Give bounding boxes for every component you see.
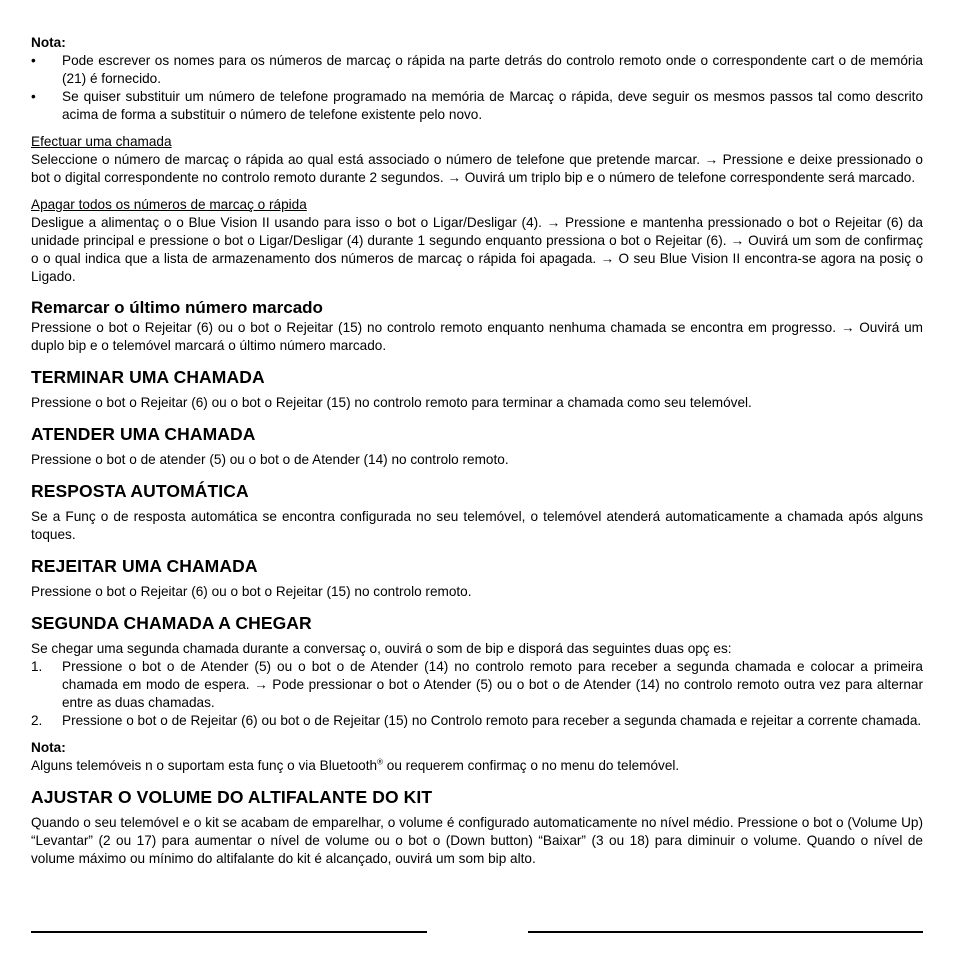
step-number: 2. [31, 713, 43, 728]
paragraph-terminar-chamada: Pressione o bot o Rejeitar (6) ou o bot o Rejeitar (15) no controlo remoto para terminar a chamada como seu telemóvel. [31, 395, 752, 410]
step-item [31, 712, 923, 730]
footer-rule-right [528, 931, 923, 933]
paragraph-ajustar-volume: Quando o seu telemóvel e o kit se acabam de emparelhar, o volume é configurado automaticamente no nível médio. Pressione o bot o (Volume Up) “Levantar” (2 ou 17) para aumentar o nível de volume ou o bot o (Down button) “Baixar” (3 ou 18) para diminuir o volume. Quando o nível de volume máximo ou mínimo do altifalante do kit é alcançado, ouvirá um som bip alto. [31, 815, 923, 866]
segunda-chamada-steps [31, 658, 923, 730]
paragraph-segunda-chamada-intro: Se chegar uma segunda chamada durante a conversaç o, ouvirá o som de bip e disporá das seguintes duas opç es: [31, 641, 732, 656]
note-bullet-text: Se quiser substituir um número de telefone programado na memória de Marcaç o rápida, deve seguir os mesmos passos tal como descrito acima de forma a substituir o número de telefone existente pelo novo. [62, 89, 923, 122]
step-text: Pressione o bot o de Rejeitar (6) ou bot o de Rejeitar (15) no Controlo remoto para receber a segunda chamada e rejeitar a corrente chamada. [62, 713, 922, 728]
heading-segunda-chamada: SEGUNDA CHAMADA A CHEGAR [31, 613, 312, 633]
heading-ajustar-volume: AJUSTAR O VOLUME DO ALTIFALANTE DO KIT [31, 787, 433, 807]
paragraph-remarcar: Pressione o bot o Rejeitar (6) ou o bot o Rejeitar (15) no controlo remoto enquanto nenhuma chamada se encontra em progresso. → Ouvirá um duplo bip e o telemóvel marcará o último número marcado. [31, 320, 923, 353]
bullet-mark: • [31, 89, 36, 104]
note-bullet-list [31, 52, 923, 124]
paragraph-efectuar-chamada: Seleccione o número de marcaç o rápida ao qual está associado o número de telefone que pretende marcar. → Pressione e deixe pressionado o bot o digital correspondente no controlo remoto durante 2 segundos. → Ouvirá um triplo bip e o número de telefone correspondente será marcado. [31, 152, 923, 185]
bullet-mark: • [31, 53, 36, 68]
note-bullet-text: Pode escrever os nomes para os números de marcaç o rápida na parte detrás do controlo remoto onde o correspondente cart o de memória (21) é fornecido. [62, 53, 923, 86]
footer-rule-left [31, 931, 427, 933]
step-item [31, 658, 923, 712]
nota-text-after: ou requerem confirmaç o no menu do telemóvel. [383, 758, 680, 773]
paragraph-nota-bluetooth [31, 757, 923, 775]
subheading-apagar-numeros: Apagar todos os números de marcaç o rápida [31, 197, 307, 212]
note-bullet-item [31, 52, 923, 88]
step-number: 1. [31, 659, 43, 674]
paragraph-rejeitar-chamada: Pressione o bot o Rejeitar (6) ou o bot o Rejeitar (15) no controlo remoto. [31, 584, 472, 599]
nota-text-before: Alguns telemóveis n o suportam esta funç o via Bluetooth [31, 758, 378, 773]
subheading-efectuar-chamada: Efectuar uma chamada [31, 134, 172, 149]
heading-rejeitar-chamada: REJEITAR UMA CHAMADA [31, 556, 258, 576]
paragraph-atender-chamada: Pressione o bot o de atender (5) ou o bot o de Atender (14) no controlo remoto. [31, 452, 509, 467]
document-page [31, 34, 923, 868]
paragraph-apagar-numeros: Desligue a alimentaç o o Blue Vision II usando para isso o bot o Ligar/Desligar (4). → Pressione e mantenha pressionado o bot o Rejeitar (6) da unidade principal e pressione o bot o Ligar/Desligar (4) durante 1 segundo enquanto pressiona o bot o Rejeitar (6). → Ouvirá um som de confirmaç o o qual indica que a lista de armazenamento dos números de marcaç o rápida foi apagada. → O seu Blue Vision II encontra-se agora na posiç o Ligado. [31, 215, 923, 284]
note-label: Nota: [31, 740, 66, 755]
note-bullet-item [31, 88, 923, 124]
heading-resposta-automatica: RESPOSTA AUTOMÁTICA [31, 481, 249, 501]
heading-atender-chamada: ATENDER UMA CHAMADA [31, 424, 256, 444]
step-text: Pressione o bot o de Atender (5) ou o bot o de Atender (14) no controlo remoto para receber a segunda chamada e colocar a primeira chamada em modo de espera. → Pode pressionar o bot o Atender (5) ou o bot o de Atender (14) no controlo remoto outra vez para alternar entre as duas chamadas. [62, 659, 923, 710]
paragraph-resposta-automatica: Se a Funç o de resposta automática se encontra configurada no seu telemóvel, o telemóvel atenderá automaticamente a chamada após alguns toques. [31, 509, 923, 542]
heading-remarcar: Remarcar o último número marcado [31, 298, 323, 317]
note-label: Nota: [31, 35, 66, 50]
registered-mark: ® [377, 757, 383, 767]
heading-terminar-chamada: TERMINAR UMA CHAMADA [31, 367, 265, 387]
